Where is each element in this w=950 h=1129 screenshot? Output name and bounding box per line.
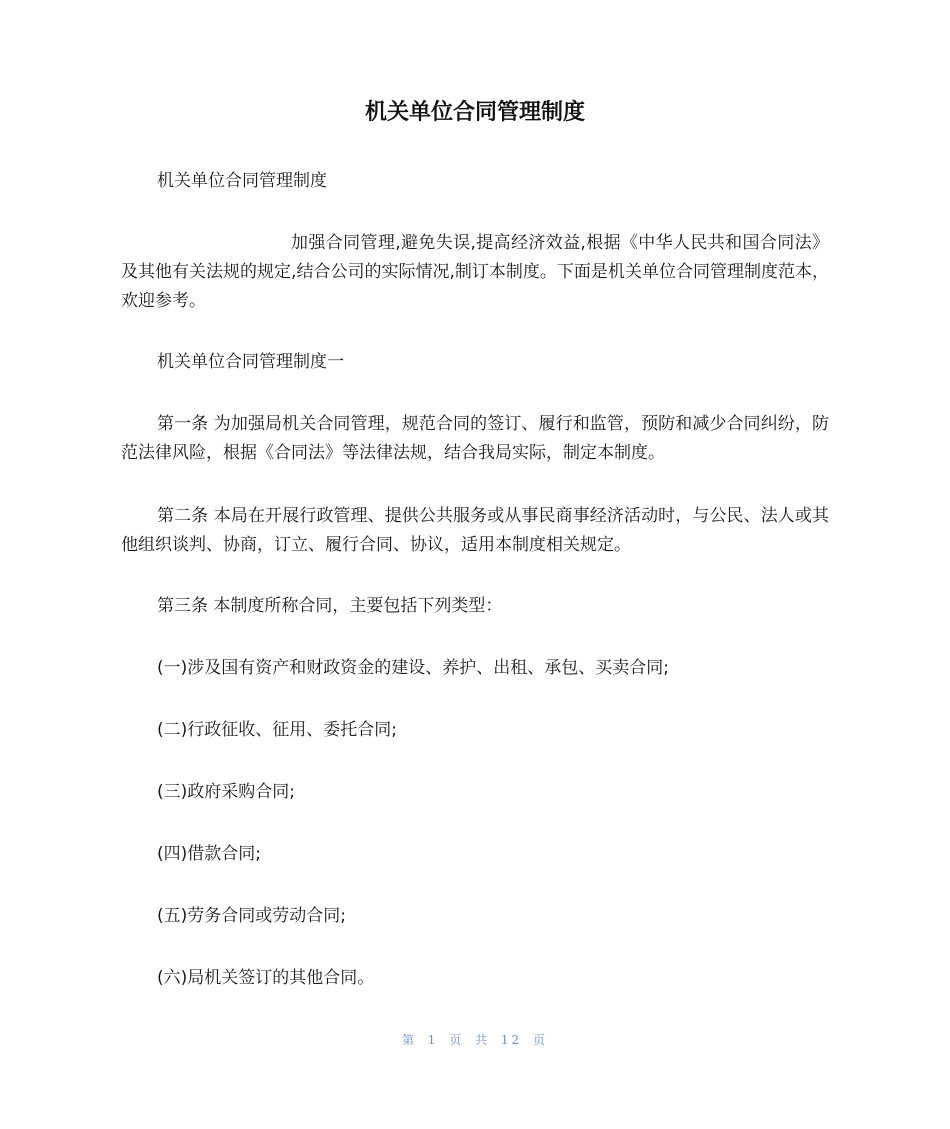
footer-current-page: 1 xyxy=(427,1033,439,1047)
footer-suffix: 页 xyxy=(533,1033,549,1047)
page-footer xyxy=(0,1031,950,1048)
list-item-5: (五)劳务合同或劳动合同; xyxy=(157,906,346,926)
list-item-4: (四)借款合同; xyxy=(157,844,261,864)
paragraph-article-3: 第三条 本制度所称合同，主要包括下列类型： xyxy=(157,596,503,616)
footer-prefix: 第 xyxy=(401,1033,417,1047)
paragraph-subtitle: 机关单位合同管理制度 xyxy=(157,171,327,191)
paragraph-article-1: 第一条 为加强局机关合同管理，规范合同的签订、履行和监管，预防和减少合同纠纷，防范法律风险，根据《合同法》等法律法规，结合我局实际，制定本制度。 xyxy=(121,414,829,463)
list-item-3: (三)政府采购合同; xyxy=(157,782,295,802)
list-item-6: (六)局机关签订的其他合同。 xyxy=(157,968,375,988)
footer-middle: 页 共 xyxy=(449,1033,491,1047)
paragraph-article-2: 第二条 本局在开展行政管理、提供公共服务或从事民商事经济活动时，与公民、法人或其他组织谈判、协商，订立、履行合同、协议，适用本制度相关规定。 xyxy=(121,506,829,555)
footer-total-pages: 12 xyxy=(500,1033,523,1047)
document-title: 机关单位合同管理制度 xyxy=(364,100,585,125)
paragraph-intro: 加强合同管理,避免失误,提高经济效益,根据《中华人民共和国合同法》及其他有关法规的规定,结合公司的实际情况,制订本制度。下面是机关单位合同管理制度范本，欢迎参考。 xyxy=(121,233,829,311)
list-item-1: (一)涉及国有资产和财政资金的建设、养护、出租、承包、买卖合同; xyxy=(157,658,669,678)
paragraph-section-heading: 机关单位合同管理制度一 xyxy=(157,352,344,372)
list-item-2: (二)行政征收、征用、委托合同; xyxy=(157,720,397,740)
